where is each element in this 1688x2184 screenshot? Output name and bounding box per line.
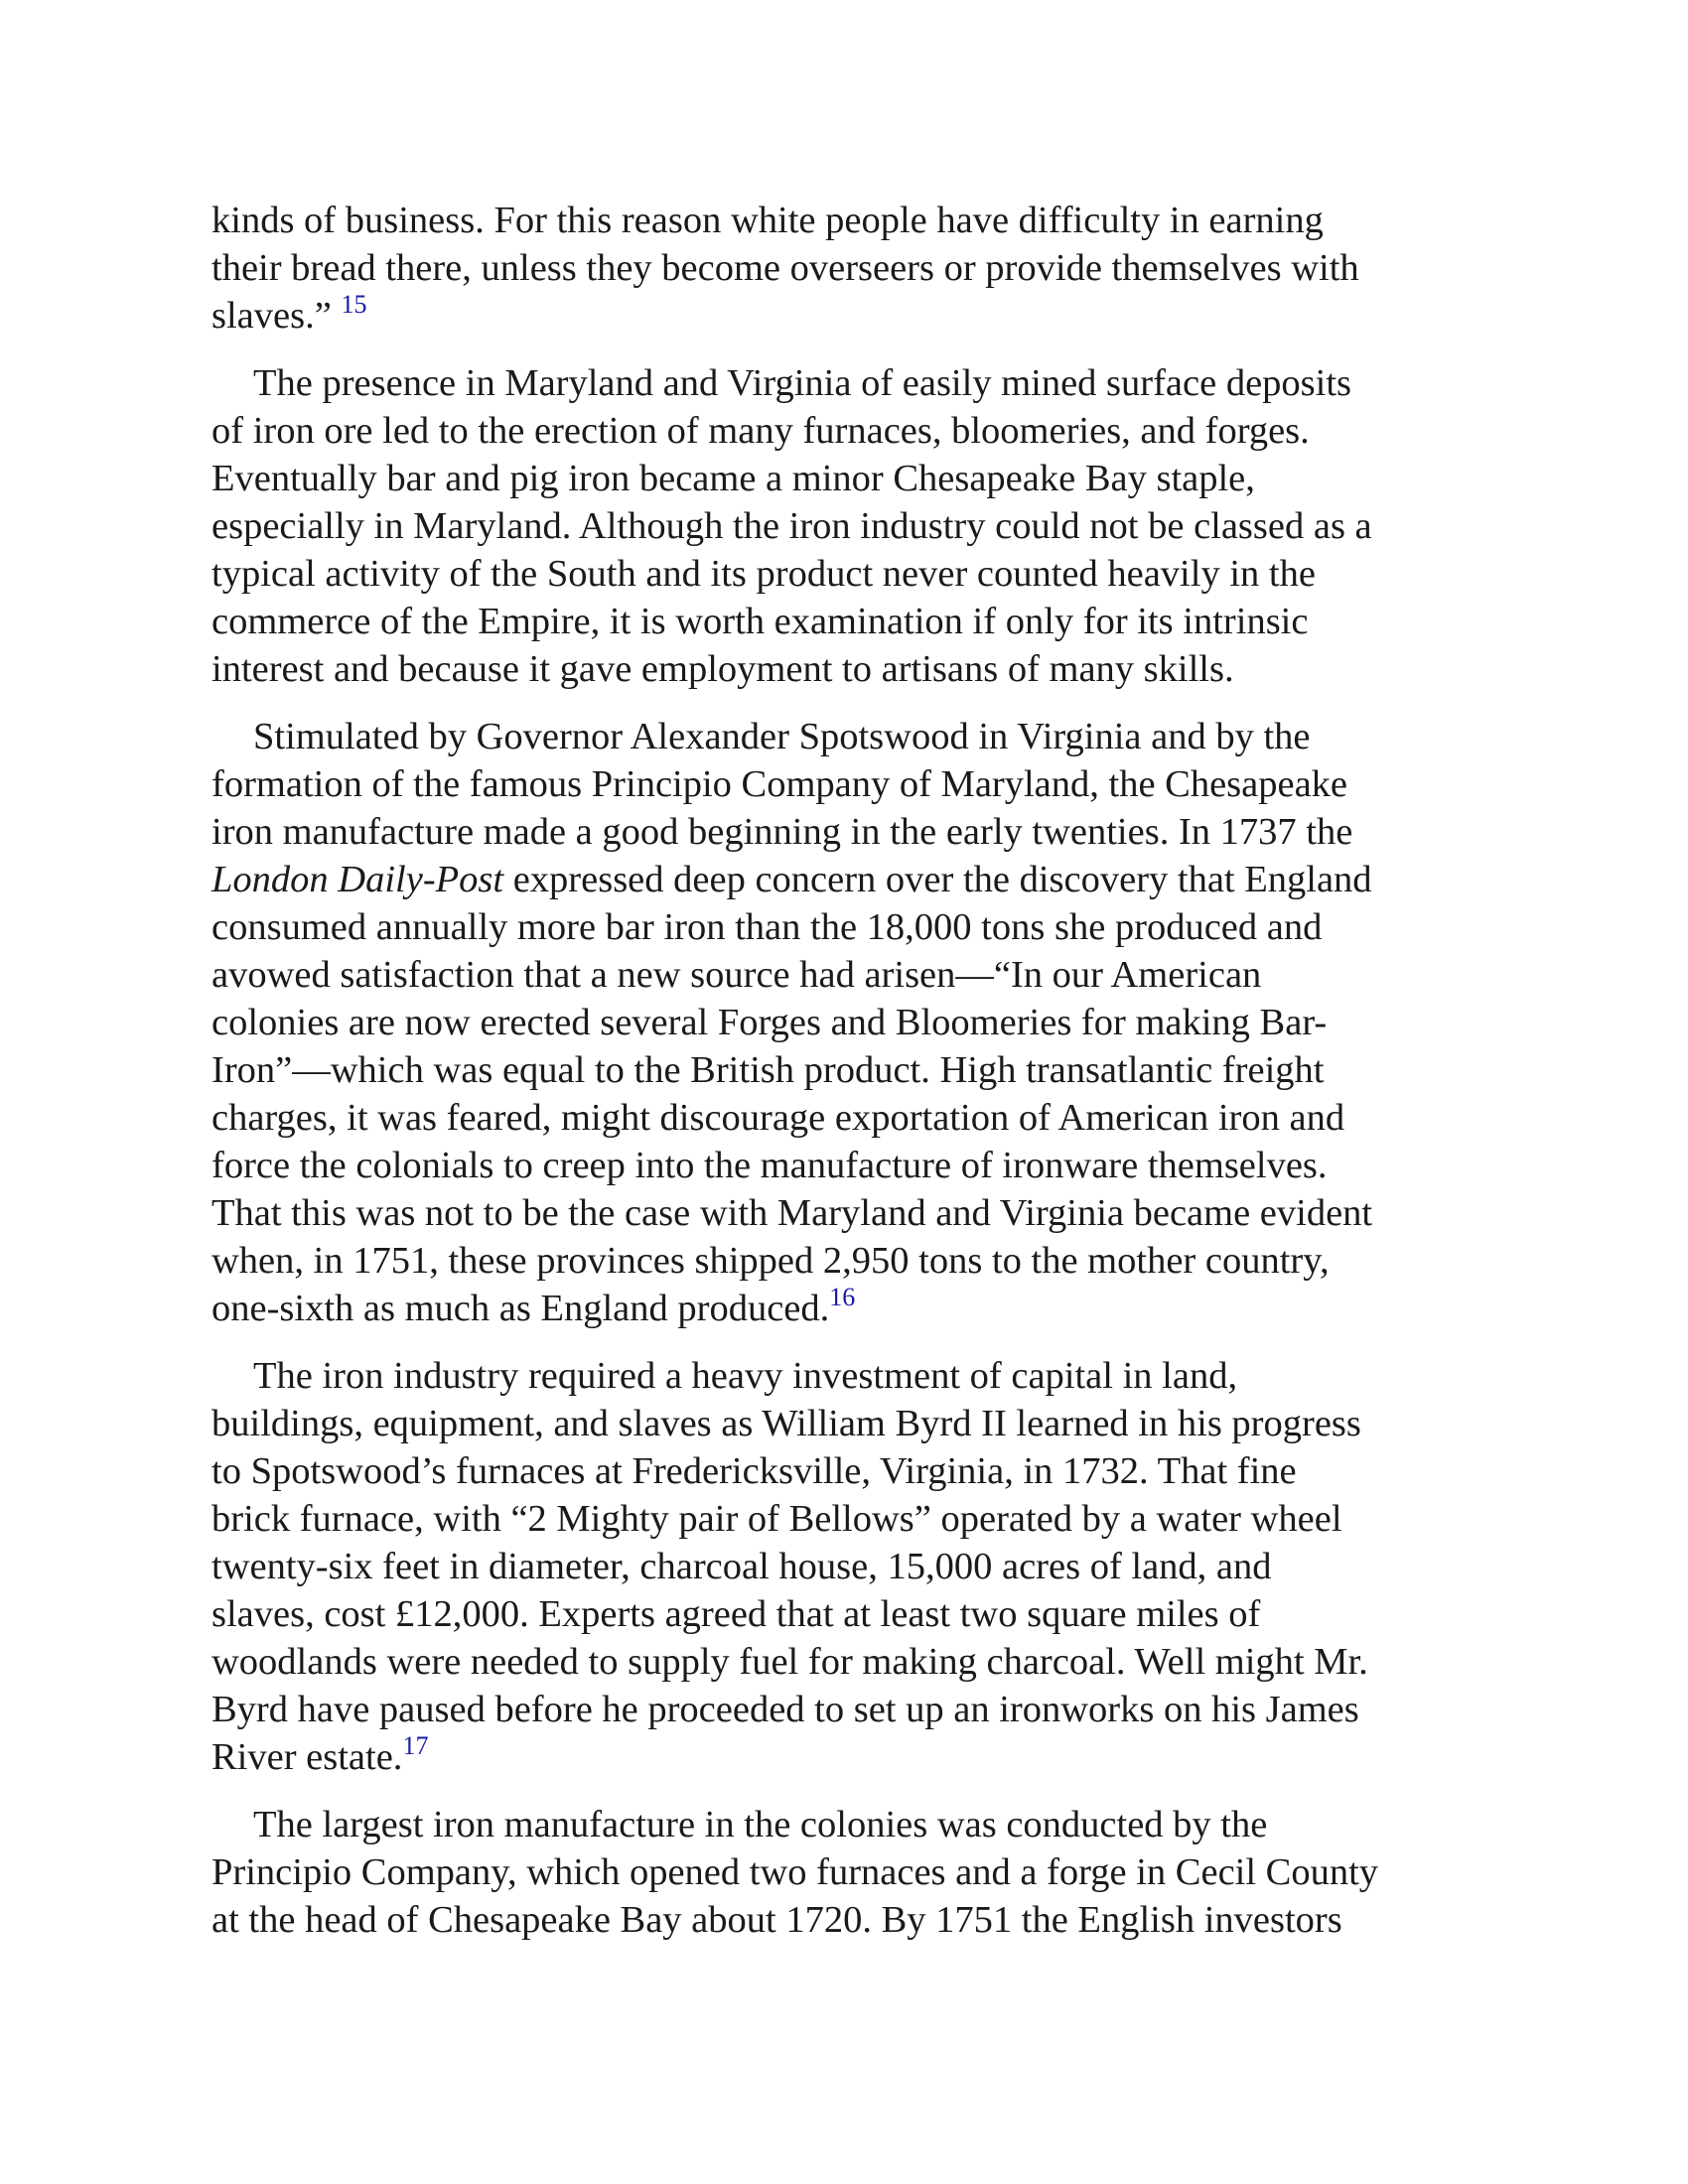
text-line: Iron”—which was equal to the British product. High transatlantic freight — [211, 1049, 1325, 1091]
paragraph-continuation — [211, 197, 1502, 340]
text-line: at the head of Chesapeake Bay about 1720. By 1751 the English investors — [211, 1899, 1342, 1941]
text-line: to Spotswood’s furnaces at Fredericksville, Virginia, in 1732. That fine — [211, 1450, 1297, 1492]
text-line: Stimulated by Governor Alexander Spotswood in Virginia and by the — [253, 716, 1311, 757]
text-line: iron manufacture made a good beginning in the early twenties. In 1737 the — [211, 811, 1353, 853]
text-line: That this was not to be the case with Maryland and Virginia became evident — [211, 1192, 1373, 1234]
text-line: charges, it was feared, might discourage exportation of American iron and — [211, 1097, 1345, 1139]
text-line: colonies are now erected several Forges and Bloomeries for making Bar- — [211, 1002, 1328, 1043]
text-line: woodlands were needed to supply fuel for making charcoal. Well might Mr. — [211, 1641, 1368, 1683]
text-line: their bread there, unless they become overseers or provide themselves with — [211, 247, 1359, 289]
text-line: buildings, equipment, and slaves as William Byrd II learned in his progress — [211, 1403, 1361, 1444]
text-line-content: expressed deep concern over the discovery that England — [503, 859, 1372, 900]
paragraph-principio — [211, 1801, 1502, 1944]
text-line: especially in Maryland. Although the iron industry could not be classed as a — [211, 505, 1372, 547]
paragraph-spotswood — [211, 713, 1502, 1332]
text-line: brick furnace, with “2 Mighty pair of Bellows” operated by a water wheel — [211, 1498, 1342, 1540]
text-line: The largest iron manufacture in the colonies was conducted by the — [253, 1804, 1268, 1845]
footnote-link-15[interactable]: 15 — [341, 290, 367, 319]
text-line-content: one-sixth as much as England produced. — [211, 1288, 830, 1329]
text-line: formation of the famous Principio Company of Maryland, the Chesapeake — [211, 763, 1348, 805]
footnote-link-16[interactable]: 16 — [829, 1283, 856, 1311]
text-line — [211, 292, 1502, 340]
paragraph-investment — [211, 1352, 1502, 1781]
text-line: avowed satisfaction that a new source had arisen—“In our American — [211, 954, 1262, 996]
text-line: consumed annually more bar iron than the 18,000 tons she produced and — [211, 906, 1323, 948]
text-line: Eventually bar and pig iron became a minor Chesapeake Bay staple, — [211, 458, 1255, 499]
text-line: commerce of the Empire, it is worth examination if only for its intrinsic — [211, 601, 1309, 642]
text-line — [211, 856, 1502, 903]
text-line: typical activity of the South and its product never counted heavily in the — [211, 553, 1316, 595]
text-line: interest and because it gave employment to artisans of many skills. — [211, 648, 1234, 690]
text-line: Byrd have paused before he proceeded to set up an ironworks on his James — [211, 1689, 1359, 1730]
text-line: when, in 1751, these provinces shipped 2,950 tons to the mother country, — [211, 1240, 1330, 1282]
text-line: twenty-six feet in diameter, charcoal house, 15,000 acres of land, and — [211, 1546, 1272, 1587]
text-line: The presence in Maryland and Virginia of easily mined surface deposits — [253, 362, 1352, 404]
text-line: slaves, cost £12,000. Experts agreed that at least two square miles of — [211, 1593, 1261, 1635]
footnote-link-17[interactable]: 17 — [402, 1731, 429, 1760]
text-line-content: River estate. — [211, 1736, 403, 1778]
text-line-content: slaves.” — [211, 295, 342, 337]
text-line: Principio Company, which opened two furnaces and a forge in Cecil County — [211, 1851, 1379, 1893]
paragraph-iron-deposits — [211, 359, 1502, 693]
text-line: of iron ore led to the erection of many furnaces, bloomeries, and forges. — [211, 410, 1310, 452]
publication-title: London Daily-Post — [211, 859, 504, 900]
document-page — [211, 197, 1502, 1964]
text-line — [211, 1285, 1502, 1332]
text-line: kinds of business. For this reason white people have difficulty in earning — [211, 200, 1324, 241]
text-line: The iron industry required a heavy investment of capital in land, — [253, 1355, 1238, 1397]
text-line — [211, 1733, 1502, 1781]
text-line: force the colonials to creep into the manufacture of ironware themselves. — [211, 1145, 1328, 1186]
